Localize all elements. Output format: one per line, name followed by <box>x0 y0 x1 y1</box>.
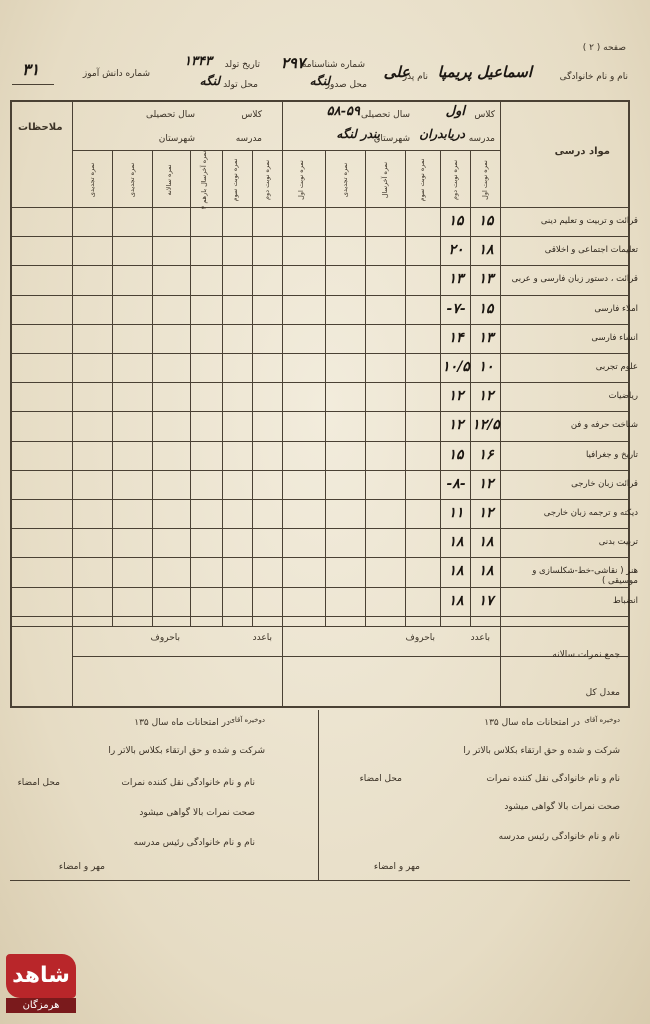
footer-divider <box>318 710 319 880</box>
name-label: نام و نام خانوادگی <box>559 72 628 82</box>
grade-col-divider-4 <box>365 150 366 626</box>
col2-annual-header: نمره سالانه <box>165 164 173 196</box>
grade-term1: ۱۲ <box>478 505 494 521</box>
student-no-label: شماره دانش آموز <box>82 69 150 79</box>
table-top-border <box>10 100 630 102</box>
row-divider <box>10 528 628 529</box>
id-label: شماره شناسنامه <box>301 60 365 70</box>
grade-term1: ۱۸ <box>478 534 494 551</box>
grade-term2: ۱۵ <box>448 213 464 229</box>
year-value-1: ۵۸-۵۹ <box>326 104 360 119</box>
grade-term1: ۱۵ <box>478 300 494 317</box>
subject-label: شناخت حرفه و فن <box>570 420 638 431</box>
subject-label: تربیت بدنی <box>598 537 638 548</box>
grade-term2: ۲۰ <box>448 242 464 259</box>
school-label-1: مدرسه <box>468 134 495 144</box>
grade-term2: ۱۱ <box>448 505 464 521</box>
grade-col-divider-5 <box>325 150 326 626</box>
row-divider <box>10 616 628 617</box>
col-term3-header: نمره نوبت سوم <box>418 158 426 202</box>
totals-top-divider <box>10 626 628 627</box>
subject-label: تعلیمات اجتماعی و اخلاقی <box>544 245 638 256</box>
class-label-1: کلاس <box>474 110 495 120</box>
col2-retake-header: نمره تجدیدی <box>128 162 136 198</box>
subject-label: ریاضیات <box>608 391 638 402</box>
row-divider <box>10 441 628 442</box>
signature-place-1: محل امضاء <box>359 774 402 784</box>
father-value: علی <box>383 63 410 81</box>
subject-label: تاریخ و جغرافیا <box>585 449 638 460</box>
col2-final-header: نمره آخرسال بارهم ۳ <box>200 150 208 210</box>
principal-line-1: نام و نام خانوادگی رئیس مدرسه <box>498 832 620 842</box>
row-divider <box>10 236 628 237</box>
col2-retake2-header: نمره تجدیدی <box>88 162 96 198</box>
issue-value: لنگه <box>309 74 330 88</box>
subject-label: هنر ( نقاشی-خط-شکلسازی و موسیقی ) <box>532 566 638 587</box>
page-label: صفحه ( ۲ ) <box>582 43 626 53</box>
table-right-border <box>628 100 630 707</box>
grade-term1: ۱۶ <box>478 446 494 463</box>
col2-term1-header: نمره نوبت اول <box>297 160 305 200</box>
watermark-logo: شاهد هرمزگان <box>6 954 76 1014</box>
promote-line-1: شرکت و شده و حق ارتقاء بکلاس بالاتر را <box>463 746 620 756</box>
total-label: جمع نمرات سالانه <box>552 650 620 660</box>
grade-term1: ۱۲ <box>478 388 494 405</box>
grade-term1: ۱۳ <box>478 271 494 288</box>
subject-label: قرائت زبان خارجی <box>571 478 638 489</box>
name-value: اسماعیل پریمپا <box>437 63 532 81</box>
row-divider <box>10 353 628 354</box>
letters-label-2: باحروف <box>150 633 180 643</box>
subject-label: انشاء فارسی <box>591 332 638 343</box>
grade-term2: ۱۲ <box>448 417 464 434</box>
page-bottom-line <box>10 880 630 881</box>
table-bottom-border <box>10 706 630 708</box>
average-label: معدل کل <box>585 688 620 698</box>
grade-term2: ۱۴ <box>448 329 464 346</box>
grade-term1: ۱۸ <box>478 563 494 580</box>
row-divider <box>10 587 628 588</box>
verified-line-2: صحت نمرات بالا گواهی میشود <box>139 808 255 818</box>
exam-type-2: دوخیره آقای <box>229 716 265 724</box>
city-label-2: شهرستان <box>158 134 195 144</box>
row-divider <box>10 382 628 383</box>
grade-term2: ۱۵ <box>448 446 464 463</box>
subject-label: انضباط <box>612 595 638 606</box>
subject-label: املاء فارسی <box>594 303 638 314</box>
grade-term1: ۱۷ <box>478 592 494 609</box>
grade-term1: ۱۳ <box>478 329 494 346</box>
year-label-2: سال تحصیلی <box>146 110 195 120</box>
grade-term2: ۱۲ <box>448 388 464 405</box>
grade-term1: ۱۲/۵ <box>472 417 500 434</box>
grade-col-divider-9 <box>152 150 153 626</box>
row-divider <box>10 265 628 266</box>
principal-line-2: نام و نام خانوادگی رئیس مدرسه <box>133 838 255 848</box>
col-term2-header: نمره نوبت دوم <box>451 159 459 201</box>
exam-line-1: در امتحانات ماه سال ۱۳۵ <box>484 718 580 728</box>
subject-label: قرائت و تربیت و تعلیم دینی <box>540 216 638 226</box>
transcriber-line-1: نام و نام خانوادگی نقل کننده نمرات <box>486 774 620 784</box>
birthplace-value: لنگه <box>199 74 220 88</box>
grade-term2: -۸- <box>446 475 466 492</box>
class-value-1: اول <box>445 104 465 119</box>
row-divider <box>10 557 628 558</box>
grade-col-divider-8 <box>190 150 191 626</box>
grade-col-divider-3 <box>405 150 406 626</box>
subject-label: علوم تجربی <box>595 362 638 372</box>
row-divider <box>10 295 628 296</box>
seal-label-1: مهر و امضاء <box>373 862 420 872</box>
row-divider <box>10 470 628 471</box>
letters-label-1: باحروف <box>405 633 435 643</box>
col-term1-header: نمره نوبت اول <box>481 160 489 200</box>
birth-value: ۱۳۴۳ <box>184 54 212 69</box>
row-divider <box>10 499 628 500</box>
row-divider <box>10 324 628 325</box>
grade-term1: ۱۲ <box>478 475 494 492</box>
col-retake-header: نمره تجدیدی <box>341 162 349 198</box>
grade-term1: ۱۰ <box>478 359 494 375</box>
grade-term1: ۱۸ <box>478 242 494 259</box>
numeric-label-1: باعدد <box>470 633 490 643</box>
grade-col-divider-10 <box>112 150 113 626</box>
row-divider <box>10 411 628 412</box>
promote-line-2: شرکت و شده و حق ارتقاء بکلاس بالاتر را <box>108 746 265 756</box>
city-label-1: شهرستان <box>373 134 410 144</box>
header-row-divider <box>72 150 500 151</box>
grade-term2: ۱۳ <box>448 271 464 288</box>
class-label-2: کلاس <box>241 110 262 120</box>
numeric-label-2: باعدد <box>252 633 272 643</box>
grade-term1: ۱۵ <box>478 213 494 229</box>
col-final-header: نمره آخرسال <box>381 161 389 199</box>
totals-mid-divider <box>72 656 628 657</box>
grade-term2: ۱۰/۵ <box>442 359 470 375</box>
seal-label-2: مهر و امضاء <box>58 862 105 872</box>
grade-col-divider-7 <box>222 150 223 626</box>
grade-term2: ۱۸ <box>448 563 464 580</box>
verified-line-1: صحت نمرات بالا گواهی میشود <box>504 802 620 812</box>
subject-label: قرائت ، دستور زبان فارسی و عربی <box>511 274 638 285</box>
student-no-value: ۳۱ <box>22 60 40 79</box>
grade-term2: ۱۸ <box>448 592 464 609</box>
school-label-2: مدرسه <box>235 134 262 144</box>
grade-term2: ۱۸ <box>448 534 464 551</box>
id-value: ۲۹۷ <box>280 54 305 72</box>
col2-term2-header: نمره نوبت دوم <box>263 159 271 201</box>
father-label: نام پدر <box>402 72 428 82</box>
subjects-header: مواد درسی <box>554 146 610 157</box>
transcriber-line-2: نام و نام خانوادگی نقل کننده نمرات <box>121 778 255 788</box>
year-label-1: سال تحصیلی <box>361 110 410 120</box>
grade-term2: -۷- <box>446 300 466 317</box>
col-header-divider <box>10 207 628 208</box>
birth-label: تاریخ تولد <box>224 60 260 70</box>
school-value-1: دریابدران <box>419 127 465 141</box>
birthplace-label: محل تولد <box>223 80 258 90</box>
issue-label: محل صدور <box>325 80 367 90</box>
grade-col-divider-6 <box>252 150 253 626</box>
exam-line-2: در امتحانات ماه سال ۱۳۵ <box>134 718 230 728</box>
student-no-underline <box>12 84 54 85</box>
subject-label: دیکته و ترجمه زبان خارجی <box>543 508 638 518</box>
col2-term3-header: نمره نوبت سوم <box>231 158 239 202</box>
remarks-header: ملاحظات <box>18 122 63 133</box>
exam-type-1: دوخیره آقای <box>584 716 620 724</box>
city-value-1: بندر لنگه <box>336 127 380 141</box>
signature-place-2: محل امضاء <box>17 778 60 788</box>
